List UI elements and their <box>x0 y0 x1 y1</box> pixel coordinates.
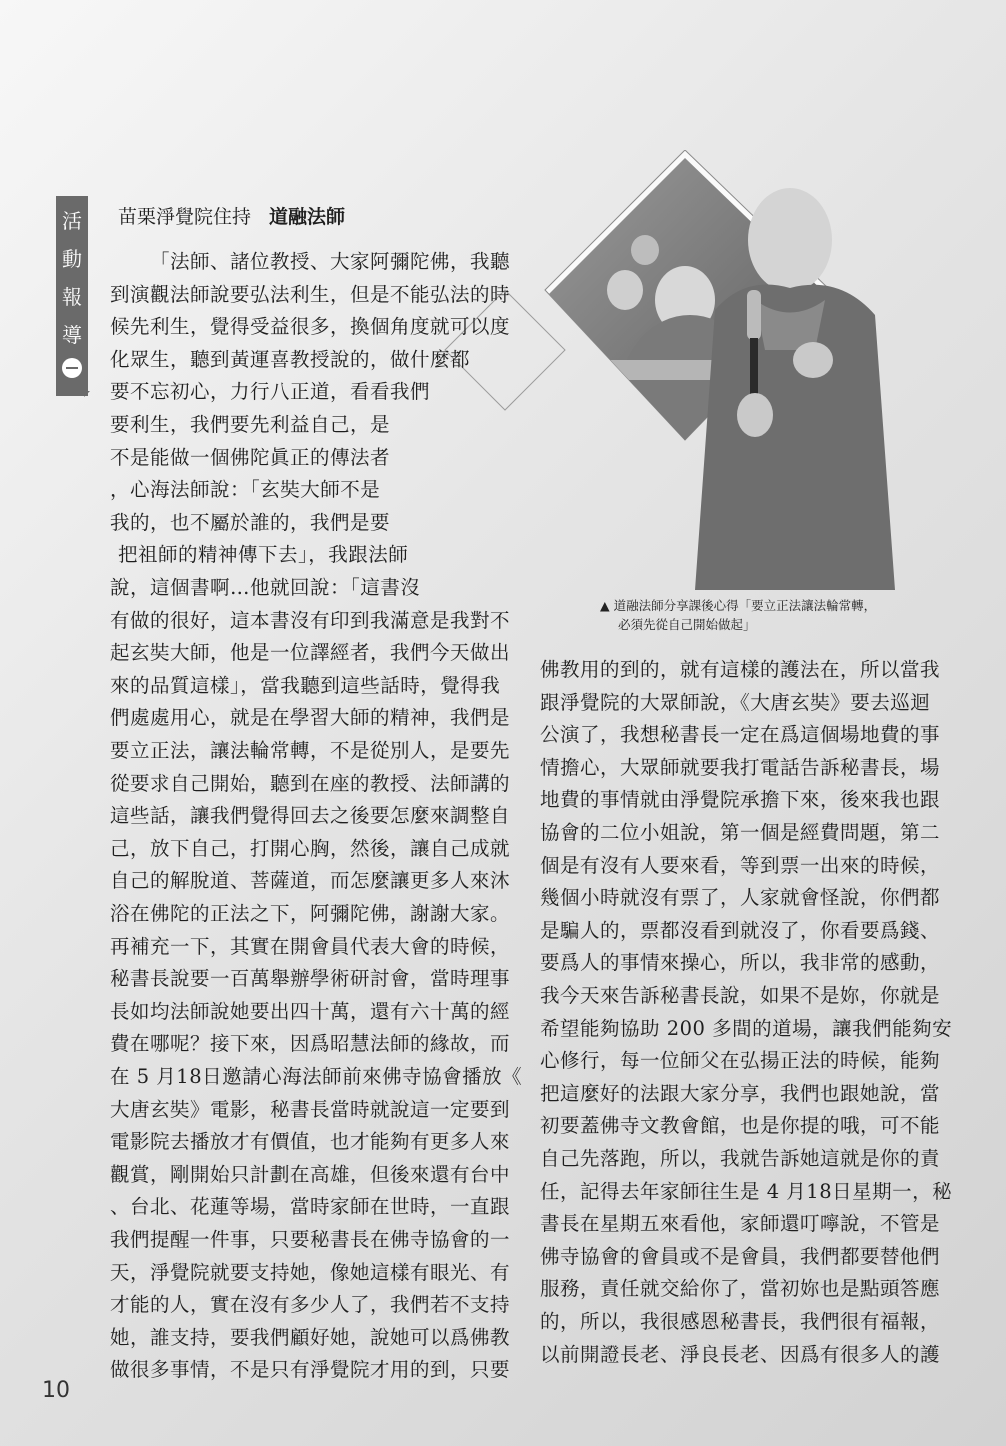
caption-line: 必須先從自己開始做起」 <box>618 617 756 632</box>
section-char: 活 <box>62 209 82 233</box>
text-line: 說，這個書啊…他就回說：「這書沒 <box>110 576 421 599</box>
text-line: 自己先落跑，所以，我就告訴她這就是你的責 <box>540 1147 941 1170</box>
text-line: 任，記得去年家師往生是 4 月18日星期一，秘 <box>540 1179 953 1203</box>
tab-tail <box>84 391 90 397</box>
text-line: 到演觀法師說要弘法利生，但是不能弘法的時 <box>110 282 511 306</box>
text-line: 不是能做一個佛陀眞正的傳法者 <box>110 445 391 469</box>
text-line: 做很多事情，不是只有淨覺院才用的到，只要 <box>110 1358 511 1382</box>
text-line: 從要求自己開始，聽到在座的教授、法師講的 <box>110 771 511 795</box>
text-line: 協會的二位小姐說，第一個是經費問題，第二 <box>540 821 941 844</box>
text-line: 浴在佛陀的正法之下，阿彌陀佛，謝謝大家。 <box>110 902 511 925</box>
text-line: 希望能夠協助 200 多間的道場，讓我們能夠安 <box>540 1016 953 1040</box>
text-line: 初要蓋佛寺文教會館，也是你提的哦，可不能 <box>540 1114 941 1138</box>
text-line: 們處處用心，就是在學習大師的精神，我們是 <box>110 706 511 730</box>
text-line: 候先利生，覺得受益很多，換個角度就可以度 <box>110 315 511 339</box>
text-line: 書長在星期五來看他，家師還叮嚀說，不管是 <box>540 1212 941 1236</box>
text-line: 電影院去播放才有價值，也才能夠有更多人來 <box>110 1130 511 1154</box>
text-line: 她，誰支持，要我們顧好她，說她可以爲佛教 <box>110 1325 511 1349</box>
text-line: 把祖師的精神傳下去」，我跟法師 <box>118 543 409 567</box>
text-line: 把這麼好的法跟大家分享，我們也跟她說，當 <box>540 1081 941 1105</box>
text-line: 要爲人的事情來操心，所以，我非常的感動， <box>540 951 941 975</box>
text-line: 己，放下自己，打開心胸，然後，讓自己成就 <box>110 836 511 860</box>
text-line: 心修行，每一位師父在弘揚正法的時候，能夠 <box>540 1049 941 1073</box>
text-line: 、台北、花蓮等場，當時家師在世時，一直跟 <box>110 1195 511 1219</box>
text-line: 自己的解脫道、菩薩道，而怎麼讓更多人來沐 <box>110 869 511 893</box>
heading-title: 苗栗淨覺院住持 <box>118 206 252 228</box>
number-one-icon <box>62 358 82 378</box>
section-char: 動 <box>62 247 82 271</box>
text-line: 天，淨覺院就要支持她，像她這樣有眼光、有 <box>110 1260 511 1284</box>
text-line: 來的品質這樣」，當我聽到這些話時，覺得我 <box>110 673 501 697</box>
text-line: 佛寺協會的會員或不是會員，我們都要替他們 <box>540 1244 941 1268</box>
text-line: 跟淨覺院的大眾師說，《大唐玄奘》要去巡迴 <box>540 690 931 714</box>
section-tab <box>56 196 88 396</box>
text-line: 觀賞，剛開始只計劃在高雄，但後來還有台中 <box>110 1162 511 1186</box>
photo-caption <box>600 596 876 634</box>
text-line: 大唐玄奘》電影，秘書長當時就說這一定要到 <box>110 1097 511 1121</box>
speaker-name: 道融法師 <box>269 206 346 228</box>
page-number: 10 <box>42 1378 70 1403</box>
text-line: 有做的很好，這本書沒有印到我滿意是我對不 <box>110 608 511 632</box>
text-line: 要不忘初心，力行八正道，看看我們 <box>110 380 431 404</box>
text-line: 公演了，我想秘書長一定在爲這個場地費的事 <box>540 723 941 747</box>
text-line: 地費的事情就由淨覺院承擔下來，後來我也跟 <box>540 788 941 812</box>
text-line: 起玄奘大師，他是一位譯經者，我們今天做出 <box>110 641 511 665</box>
text-line: 是騙人的，票都沒看到就沒了，你看要爲錢、 <box>540 918 941 942</box>
text-line: 以前開證長老、淨良長老、因爲有很多人的護 <box>540 1342 941 1366</box>
text-line: 費在哪呢？接下來，因爲昭慧法師的緣故，而 <box>110 1032 511 1056</box>
text-line: 情擔心，大眾師就要我打電話告訴秘書長，場 <box>540 755 941 779</box>
text-line: 長如均法師說她要出四十萬，還有六十萬的經 <box>110 999 511 1023</box>
text-line: ，心海法師說：「玄奘大師不是 <box>110 478 381 502</box>
text-line: 我今天來告訴秘書長說，如果不是妳，你就是 <box>540 984 941 1007</box>
text-line: 的，所以，我很感恩秘書長，我們很有福報， <box>540 1310 941 1333</box>
text-line: 「法師、諸位教授、大家阿彌陀佛，我聽 <box>150 250 511 273</box>
text-line: 要立正法，讓法輪常轉，不是從別人，是要先 <box>110 739 511 762</box>
text-line: 再補充一下，其實在開會員代表大會的時候， <box>110 934 511 958</box>
text-line: 我們提醒一件事，只要秘書長在佛寺協會的一 <box>110 1228 511 1251</box>
text-line: 個是有沒有人要來看，等到票一出來的時候， <box>540 853 941 877</box>
section-char: 導 <box>62 323 82 347</box>
article-heading <box>118 202 345 229</box>
text-line: 秘書長說要一百萬舉辦學術研討會，當時理事 <box>110 967 511 991</box>
text-line: 我的，也不屬於誰的，我們是要 <box>110 510 391 534</box>
text-line: 才能的人，實在沒有多少人了，我們若不支持 <box>110 1293 511 1317</box>
text-line: 化眾生，聽到黃運喜教授說的，做什麼都 <box>110 347 471 371</box>
text-line: 幾個小時就沒有票了，人家就會怪說，你們都 <box>540 886 941 910</box>
text-line: 佛教用的到的，就有這樣的護法在，所以當我 <box>540 658 941 681</box>
text-line: 服務，責任就交給你了，當初妳也是點頭答應 <box>540 1277 941 1301</box>
text-line: 在 5 月18日邀請心海法師前來佛寺協會播放《 <box>110 1065 523 1088</box>
text-line: 要利生，我們要先利益自己，是 <box>110 413 391 436</box>
text-line: 這些話，讓我們覺得回去之後要怎麼來調整自 <box>110 804 511 828</box>
section-char: 報 <box>62 285 82 309</box>
caption-line: ▲ 道融法師分享課後心得「要立正法讓法輪常轉， <box>600 598 877 613</box>
